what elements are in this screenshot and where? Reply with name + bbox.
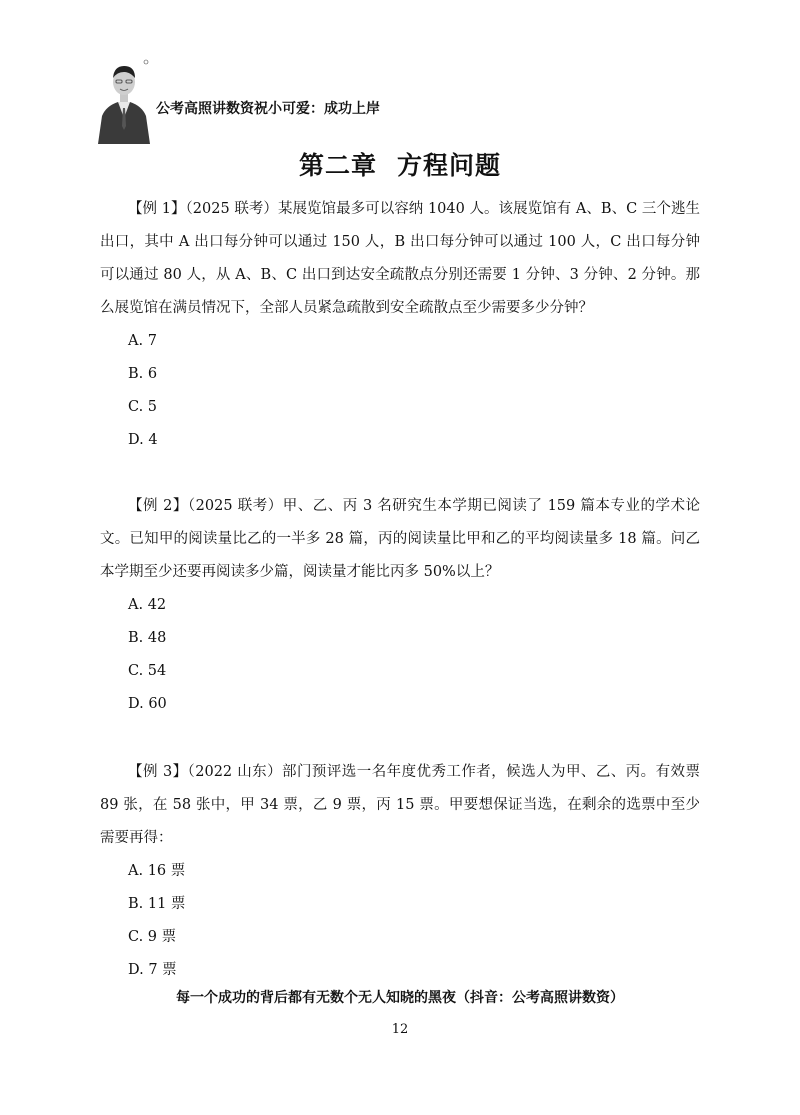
option-a: A. 16 票 bbox=[128, 863, 186, 879]
question-text: 【例 1】（2025 联考）某展览馆最多可以容纳 1040 人。该展览馆有 A、B、C 三个逃生出口，其中 A 出口每分钟可以通过 150 人，B 出口每分钟可以通过 100 人，C 出口每分钟可以通过 80 人，从 A、B、C 出口到达安全疏散点分别还需要 1 分钟、3 分钟、2 分钟。那么展览馆在满员情况下，全部人员紧急疏散到安全疏散点至少需要多少分钟？ bbox=[100, 201, 700, 316]
author-portrait-icon bbox=[96, 56, 152, 144]
option-d: D. 60 bbox=[128, 696, 167, 712]
footer-motto: 每一个成功的背后都有无数个无人知晓的黑夜（抖音：公考高照讲数资） bbox=[176, 990, 624, 1006]
question-text: 【例 3】（2022 山东）部门预评选一名年度优秀工作者，候选人为甲、乙、丙。有效票 89 张，在 58 张中，甲 34 票，乙 9 票，丙 15 票。甲要想保证当选，在剩余的选票中至少需要再得： bbox=[100, 764, 700, 846]
option-a: A. 42 bbox=[128, 597, 167, 613]
option-a: A. 7 bbox=[128, 333, 157, 349]
question-text: 【例 2】（2025 联考）甲、乙、丙 3 名研究生本学期已阅读了 159 篇本专业的学术论文。已知甲的阅读量比乙的一半多 28 篇，丙的阅读量比甲和乙的平均阅读量多 18 篇。问乙本学期至少还要再阅读多少篇，阅读量才能比丙多 50%以上？ bbox=[100, 498, 700, 580]
question-1 bbox=[100, 193, 700, 457]
option-c: C. 9 票 bbox=[128, 929, 177, 945]
option-b: B. 11 票 bbox=[128, 896, 186, 912]
option-b: B. 48 bbox=[128, 630, 167, 646]
chapter-title bbox=[0, 146, 800, 182]
chapter-name: 方程问题 bbox=[397, 151, 502, 180]
option-d: D. 4 bbox=[128, 432, 158, 448]
option-c: C. 54 bbox=[128, 663, 167, 679]
chapter-number: 第二章 bbox=[298, 151, 377, 180]
option-c: C. 5 bbox=[128, 399, 158, 415]
question-3 bbox=[100, 756, 700, 987]
page-number: 12 bbox=[391, 1022, 409, 1037]
page-header bbox=[96, 56, 496, 148]
option-b: B. 6 bbox=[128, 366, 158, 382]
header-tagline: 公考高照讲数资祝小可爱：成功上岸 bbox=[156, 101, 380, 117]
option-d: D. 7 票 bbox=[128, 962, 177, 978]
question-2 bbox=[100, 490, 700, 721]
